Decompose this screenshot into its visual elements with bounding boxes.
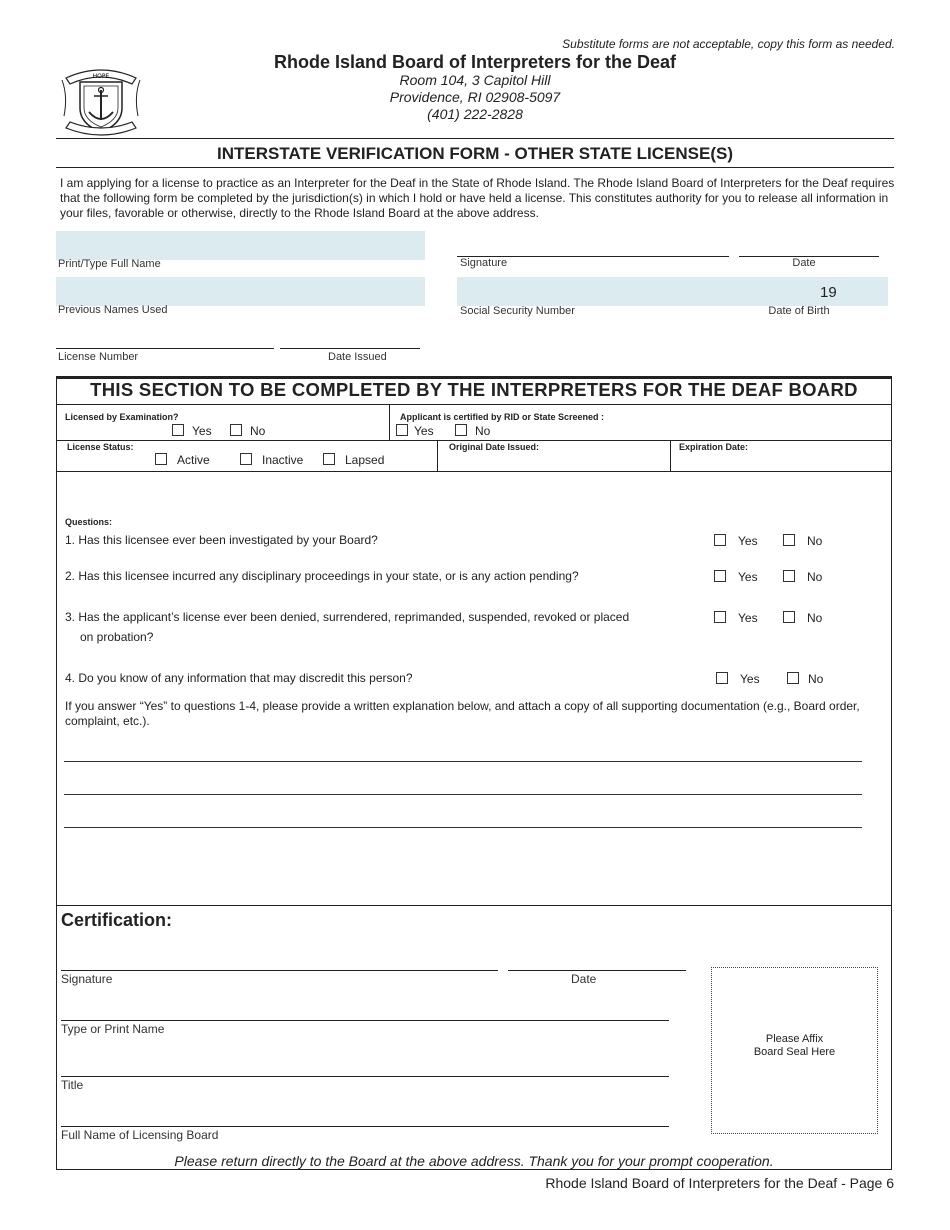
status-lapsed-checkbox[interactable] <box>323 453 335 465</box>
header-rule <box>56 138 894 139</box>
question-2: 2. Has this licensee incurred any disciplinary proceedings in your state, or is any action pending? <box>65 569 579 583</box>
address-line-2: Providence, RI 02908-5097 <box>389 89 561 105</box>
previous-names-field[interactable] <box>56 277 425 306</box>
q3-yes-option[interactable]: Yes <box>714 611 758 625</box>
q2-yes-checkbox[interactable] <box>714 570 726 582</box>
row1-divider <box>389 405 390 440</box>
title-line[interactable] <box>61 1076 669 1077</box>
signature-label: Signature <box>460 257 508 269</box>
certification-rule <box>56 905 892 906</box>
ssn-label: Social Security Number <box>460 305 575 317</box>
state-seal <box>58 56 144 140</box>
form-title: INTERSTATE VERIFICATION FORM - OTHER STATE LICENSE(S) <box>217 144 733 163</box>
board-section-title: THIS SECTION TO BE COMPLETED BY THE INTERPRETERS FOR THE DEAF BOARD <box>90 379 858 400</box>
substitute-notice: Substitute forms are not acceptable, copy this form as needed. <box>562 37 895 51</box>
licensed-by-exam-label: Licensed by Examination? <box>65 412 179 422</box>
seal-box-text-1: Please Affix <box>765 1033 824 1045</box>
org-name: Rhode Island Board of Interpreters for the Deaf <box>273 52 677 72</box>
original-date-label: Original Date Issued: <box>449 442 540 452</box>
full-name-field[interactable] <box>56 231 425 260</box>
explanation-line-1[interactable] <box>64 761 862 762</box>
row1-rule <box>56 440 892 441</box>
dob-label: Date of Birth <box>768 305 830 317</box>
license-status-label: License Status: <box>67 442 134 452</box>
exam-no-checkbox[interactable] <box>230 424 242 436</box>
q1-no-checkbox[interactable] <box>783 534 795 546</box>
rid-label: Applicant is certified by RID or State Screened : <box>400 412 605 422</box>
previous-names-label: Previous Names Used <box>58 304 168 316</box>
board-name-label: Full Name of Licensing Board <box>61 1128 219 1142</box>
row2-divider-2 <box>670 440 671 471</box>
board-title-rule <box>56 404 892 405</box>
explanation-instructions: If you answer “Yes” to questions 1-4, please provide a written explanation below, and attach a copy of all supporting documentation (e.g., Board order, complaint, etc.). <box>65 699 860 728</box>
exam-yes-checkbox[interactable] <box>172 424 184 436</box>
date-issued-label: Date Issued <box>328 351 387 363</box>
question-1: 1. Has this licensee ever been investigated by your Board? <box>65 533 378 547</box>
q1-yes-checkbox[interactable] <box>714 534 726 546</box>
status-active-option[interactable]: Active <box>155 453 210 467</box>
q4-yes-checkbox[interactable] <box>716 672 728 684</box>
cert-signature-line[interactable] <box>61 970 498 971</box>
license-number-label: License Number <box>58 351 139 363</box>
board-name-line[interactable] <box>61 1126 669 1127</box>
question-3: 3. Has the applicant’s license ever been denied, surrendered, reprimanded, suspended, revoked or placed <box>65 610 630 624</box>
full-name-label: Print/Type Full Name <box>58 258 161 270</box>
q3-yes-checkbox[interactable] <box>714 611 726 623</box>
date-label: Date <box>792 257 816 269</box>
dob-value: 19 <box>820 284 837 301</box>
dob-field[interactable] <box>727 277 888 306</box>
rid-no-option[interactable]: No <box>455 424 490 438</box>
cert-signature-label: Signature <box>61 972 113 986</box>
rid-no-checkbox[interactable] <box>455 424 467 436</box>
status-active-checkbox[interactable] <box>155 453 167 465</box>
q3-no-option[interactable]: No <box>783 611 822 625</box>
exam-yes-option[interactable]: Yes <box>172 424 212 438</box>
exam-no-option[interactable]: No <box>230 424 265 438</box>
rid-yes-checkbox[interactable] <box>396 424 408 436</box>
question-4: 4. Do you know of any information that may discredit this person? <box>65 671 413 685</box>
print-name-line[interactable] <box>61 1020 669 1021</box>
cert-date-label: Date <box>571 972 597 986</box>
ssn-field[interactable] <box>457 277 727 306</box>
rid-yes-option[interactable]: Yes <box>396 424 434 438</box>
cert-date-line[interactable] <box>508 970 686 971</box>
phone-number: (401) 222-2828 <box>427 106 523 122</box>
q1-no-option[interactable]: No <box>783 534 822 548</box>
row2-divider-1 <box>437 440 438 471</box>
title-rule <box>56 167 894 168</box>
row2-rule <box>56 471 892 472</box>
q1-yes-option[interactable]: Yes <box>714 534 758 548</box>
certification-title: Certification: <box>61 910 173 930</box>
question-3-continued: on probation? <box>80 630 154 644</box>
q2-yes-option[interactable]: Yes <box>714 570 758 584</box>
questions-label: Questions: <box>65 517 113 527</box>
status-inactive-checkbox[interactable] <box>240 453 252 465</box>
anchor-seal-icon <box>58 56 144 140</box>
seal-box-text-2: Board Seal Here <box>753 1046 836 1058</box>
print-name-label: Type or Print Name <box>61 1022 165 1036</box>
intro-paragraph: I am applying for a license to practice as an Interpreter for the Deaf in the State of Rhode Island. The Rhode Island Board of Interpreters for the Deaf requires that the following form be completed by the jurisdiction(s) in which I hold or have held a license. This constitutes authority for you to release all information in your files, favorable or otherwise, directly to the Rhode Island Board at the above address. <box>60 176 895 220</box>
title-label: Title <box>61 1078 84 1092</box>
q3-no-checkbox[interactable] <box>783 611 795 623</box>
expiration-date-label: Expiration Date: <box>679 442 749 452</box>
page-footer: Rhode Island Board of Interpreters for the Deaf - Page 6 <box>545 1175 894 1191</box>
seal-banner: HOPE <box>92 73 110 80</box>
q2-no-option[interactable]: No <box>783 570 822 584</box>
license-number-line[interactable] <box>56 348 274 349</box>
explanation-line-2[interactable] <box>64 794 862 795</box>
explanation-line-3[interactable] <box>64 827 862 828</box>
return-note: Please return directly to the Board at the above address. Thank you for your prompt cooperation. <box>174 1153 774 1169</box>
status-inactive-option[interactable]: Inactive <box>240 453 303 467</box>
q4-yes-option[interactable]: Yes <box>716 672 760 686</box>
status-lapsed-option[interactable]: Lapsed <box>323 453 384 467</box>
address-line-1: Room 104, 3 Capitol Hill <box>399 72 551 88</box>
q4-no-option[interactable]: No <box>787 672 823 686</box>
q4-no-checkbox[interactable] <box>787 672 799 684</box>
q2-no-checkbox[interactable] <box>783 570 795 582</box>
date-issued-line[interactable] <box>280 348 420 349</box>
